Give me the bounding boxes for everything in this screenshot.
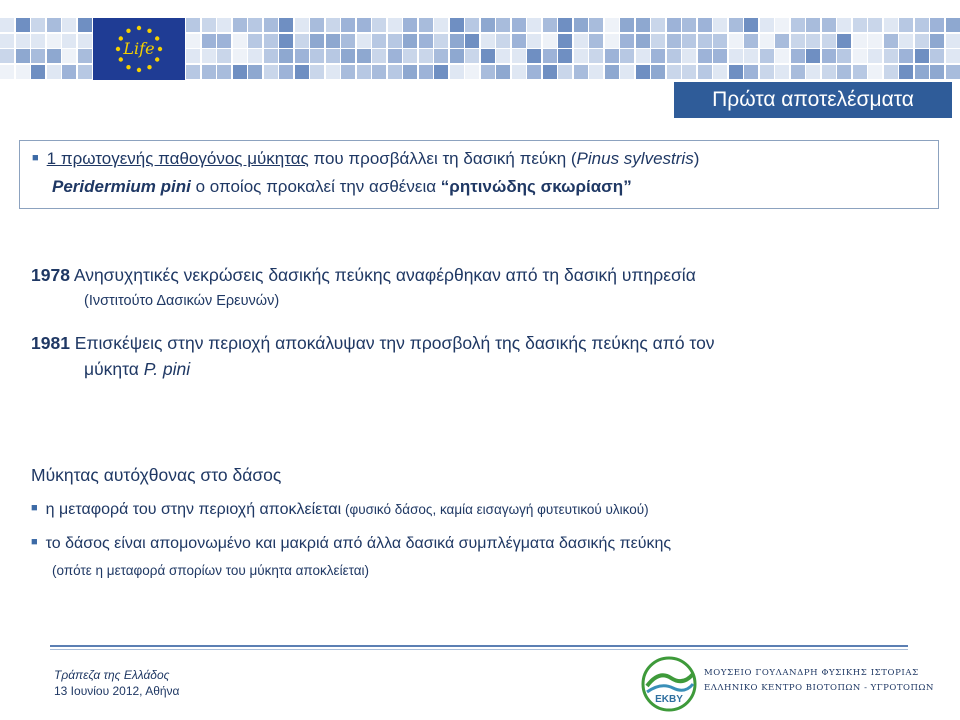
mosaic-tile — [527, 49, 541, 63]
eu-star-icon — [137, 68, 141, 72]
mosaic-tile — [744, 34, 758, 48]
mosaic-tile — [760, 49, 774, 63]
mosaic-tile — [698, 65, 712, 79]
mosaic-tile — [78, 49, 92, 63]
eu-star-icon — [126, 65, 130, 69]
mosaic-tile — [713, 34, 727, 48]
mosaic-tile — [326, 34, 340, 48]
intro-line-1: ■ 1 πρωτογενής παθογόνος μύκητας που προσβάλλει τη δασική πεύκη (Pinus sylvestris) — [32, 149, 700, 168]
mosaic-tile — [620, 18, 634, 32]
mosaic-tile — [481, 18, 495, 32]
mosaic-tile — [434, 18, 448, 32]
mosaic-tile — [806, 34, 820, 48]
mosaic-tile — [775, 49, 789, 63]
mosaic-tile — [217, 65, 231, 79]
mosaic-tile — [295, 34, 309, 48]
mosaic-tile — [605, 34, 619, 48]
mosaic-tile — [729, 18, 743, 32]
mosaic-tile — [558, 34, 572, 48]
mosaic-tile — [248, 18, 262, 32]
mosaic-tile — [853, 65, 867, 79]
mosaic-tile — [16, 18, 30, 32]
mosaic-tile — [248, 34, 262, 48]
mosaic-tile — [419, 65, 433, 79]
mosaic-tile — [202, 65, 216, 79]
mosaic-tile — [543, 65, 557, 79]
mosaic-tile — [930, 65, 944, 79]
mosaic-tile — [326, 49, 340, 63]
mosaic-tile — [0, 18, 14, 32]
mosaic-tile — [930, 49, 944, 63]
mosaic-tile — [791, 49, 805, 63]
mosaic-tile — [47, 65, 61, 79]
mosaic-tile — [915, 65, 929, 79]
mosaic-tile — [605, 49, 619, 63]
mosaic-tile — [388, 18, 402, 32]
mosaic-tile — [47, 18, 61, 32]
mosaic-tile — [915, 18, 929, 32]
fungus-bullet-2-note: (οπότε η μεταφορά σπορίων του μύκητα αποκλείεται) — [52, 563, 370, 578]
fungus-bullet-2: ■ το δάσος είναι απομονωμένο και μακριά από άλλα δασικά συμπλέγματα δασικής πεύκης — [31, 535, 672, 552]
mosaic-tile — [310, 49, 324, 63]
mosaic-tile — [915, 49, 929, 63]
mosaic-tile — [822, 65, 836, 79]
ekby-logo-text: EKBY — [655, 694, 683, 705]
mosaic-tile — [372, 34, 386, 48]
mosaic-tile — [403, 49, 417, 63]
mosaic-tile — [543, 34, 557, 48]
mosaic-tile — [589, 65, 603, 79]
mosaic-tile — [264, 65, 278, 79]
mosaic-tile — [946, 65, 960, 79]
mosaic-tile — [527, 18, 541, 32]
mosaic-tile — [295, 18, 309, 32]
mosaic-tile — [0, 49, 14, 63]
mosaic-tile — [217, 18, 231, 32]
mosaic-tile — [202, 34, 216, 48]
mosaic-tile — [310, 34, 324, 48]
mosaic-tile — [465, 49, 479, 63]
mosaic-tile — [698, 49, 712, 63]
mosaic-tile — [310, 18, 324, 32]
mosaic-tile — [434, 65, 448, 79]
mosaic-tile — [853, 49, 867, 63]
mosaic-tile — [682, 18, 696, 32]
mosaic-tile — [698, 34, 712, 48]
mosaic-tile — [357, 18, 371, 32]
eu-life-logo — [93, 18, 185, 80]
mosaic-tile — [186, 18, 200, 32]
mosaic-tile — [713, 49, 727, 63]
mosaic-tile — [450, 18, 464, 32]
mosaic-tile — [744, 65, 758, 79]
mosaic-tile — [589, 34, 603, 48]
pinus-name: Pinus sylvestris — [576, 149, 694, 168]
mosaic-tile — [217, 34, 231, 48]
mosaic-tile — [496, 65, 510, 79]
mosaic-tile — [527, 65, 541, 79]
mosaic-tile — [279, 65, 293, 79]
fungus-heading: Μύκητας αυτόχθονας στο δάσος — [31, 465, 282, 485]
mosaic-tile — [481, 49, 495, 63]
mosaic-tile — [496, 34, 510, 48]
mosaic-tile — [884, 49, 898, 63]
mosaic-tile — [682, 49, 696, 63]
footer-rule — [50, 645, 908, 647]
mosaic-tile — [667, 49, 681, 63]
mosaic-tile — [512, 65, 526, 79]
mosaic-tile — [62, 49, 76, 63]
mosaic-tile — [512, 49, 526, 63]
mosaic-tile — [853, 34, 867, 48]
mosaic-tile — [357, 49, 371, 63]
mosaic-tile — [465, 65, 479, 79]
mosaic-tile — [16, 34, 30, 48]
mosaic-tile — [775, 34, 789, 48]
mosaic-tile — [837, 65, 851, 79]
mosaic-tile — [558, 65, 572, 79]
ekby-logo-icon — [641, 656, 697, 712]
mosaic-tile — [775, 18, 789, 32]
mosaic-tile — [31, 65, 45, 79]
mosaic-tile — [0, 34, 14, 48]
mosaic-tile — [667, 34, 681, 48]
mosaic-tile — [419, 34, 433, 48]
mosaic-tile — [698, 18, 712, 32]
mosaic-tile — [667, 18, 681, 32]
eu-star-icon — [116, 47, 120, 51]
mosaic-tile — [822, 34, 836, 48]
eu-star-icon — [158, 47, 162, 51]
mosaic-tile — [837, 34, 851, 48]
mosaic-tile — [589, 18, 603, 32]
mosaic-tile — [31, 34, 45, 48]
mosaic-tile — [233, 34, 247, 48]
mosaic-tile — [62, 34, 76, 48]
mosaic-tile — [543, 49, 557, 63]
mosaic-tile — [620, 65, 634, 79]
mosaic-tile — [341, 34, 355, 48]
bullet-icon: ■ — [32, 152, 39, 164]
mosaic-tile — [78, 65, 92, 79]
mosaic-tile — [47, 34, 61, 48]
mosaic-tile — [558, 49, 572, 63]
intro-line-2: Peridermium pini ο οποίος προκαλεί την ασθένεια “ρητινώδης σκωρίαση” — [52, 177, 632, 196]
mosaic-tile — [264, 49, 278, 63]
mosaic-tile — [682, 65, 696, 79]
bullet-icon: ■ — [31, 536, 38, 548]
org-name-2: ΕΛΛΗΝΙΚΟ ΚΕΝΤΡΟ ΒΙΟΤΟΠΩΝ - ΥΓΡΟΤΟΠΩΝ — [704, 683, 934, 693]
mosaic-tile — [729, 65, 743, 79]
mosaic-tile — [760, 34, 774, 48]
mosaic-tile — [651, 18, 665, 32]
mosaic-tile — [620, 49, 634, 63]
mosaic-tile — [760, 65, 774, 79]
eu-star-icon — [155, 57, 159, 61]
mosaic-tile — [295, 65, 309, 79]
entry-1981: 1981 Επισκέψεις στην περιοχή αποκάλυψαν την προσβολή της δασικής πεύκης από τον — [31, 333, 715, 353]
mosaic-tile — [713, 65, 727, 79]
mosaic-tile — [651, 65, 665, 79]
mosaic-tile — [450, 34, 464, 48]
mosaic-tile — [574, 65, 588, 79]
mosaic-tile — [822, 18, 836, 32]
mosaic-tile — [853, 18, 867, 32]
peridermium-name: Peridermium pini — [52, 177, 191, 196]
mosaic-tile — [791, 34, 805, 48]
mosaic-tile — [47, 49, 61, 63]
footer-event: Τράπεζα της Ελλάδος — [54, 668, 170, 682]
mosaic-tile — [279, 18, 293, 32]
mosaic-tile — [186, 49, 200, 63]
mosaic-tile — [341, 18, 355, 32]
mosaic-tile — [403, 65, 417, 79]
mosaic-tile — [264, 18, 278, 32]
mosaic-tile — [434, 49, 448, 63]
entry-1978: 1978 Ανησυχητικές νεκρώσεις δασικής πεύκης αναφέρθηκαν από τη δασική υπηρεσία — [31, 265, 696, 285]
mosaic-tile — [775, 65, 789, 79]
mosaic-tile — [233, 65, 247, 79]
mosaic-tile — [574, 34, 588, 48]
mosaic-tile — [233, 18, 247, 32]
mosaic-tile — [186, 34, 200, 48]
eu-star-icon — [119, 57, 123, 61]
mosaic-tile — [62, 65, 76, 79]
mosaic-tile — [279, 34, 293, 48]
mosaic-tile — [326, 65, 340, 79]
mosaic-tile — [465, 34, 479, 48]
footer-date: 13 Ιουνίου 2012, Αθήνα — [54, 684, 180, 698]
mosaic-tile — [791, 65, 805, 79]
mosaic-tile — [837, 18, 851, 32]
mosaic-tile — [574, 18, 588, 32]
mosaic-tile — [279, 49, 293, 63]
mosaic-tile — [450, 49, 464, 63]
mosaic-tile — [806, 65, 820, 79]
mosaic-tile — [248, 49, 262, 63]
mosaic-tile — [512, 34, 526, 48]
mosaic-tile — [16, 49, 30, 63]
mosaic-tile — [264, 34, 278, 48]
mosaic-tile — [744, 49, 758, 63]
mosaic-tile — [496, 18, 510, 32]
entry-1978-note: (Ινστιτούτο Δασικών Ερευνών) — [84, 293, 280, 309]
mosaic-tile — [651, 34, 665, 48]
mosaic-tile — [558, 18, 572, 32]
mosaic-tile — [78, 34, 92, 48]
eu-star-icon — [126, 29, 130, 33]
mosaic-tile — [388, 49, 402, 63]
mosaic-tile — [837, 49, 851, 63]
mosaic-tile — [310, 65, 324, 79]
mosaic-tile — [884, 18, 898, 32]
mosaic-tile — [605, 65, 619, 79]
mosaic-tile — [357, 34, 371, 48]
mosaic-tile — [946, 34, 960, 48]
entry-1981-cont: μύκητα P. pini — [84, 359, 191, 379]
section-title: Πρώτα αποτελέσματα — [674, 82, 952, 118]
mosaic-tile — [806, 49, 820, 63]
mosaic-tile — [62, 18, 76, 32]
intro-box — [19, 140, 939, 209]
mosaic-tile — [372, 18, 386, 32]
mosaic-tile — [481, 34, 495, 48]
mosaic-tile — [884, 34, 898, 48]
mosaic-tile — [403, 34, 417, 48]
mosaic-tile — [434, 34, 448, 48]
mosaic-tile — [527, 34, 541, 48]
mosaic-tile — [512, 18, 526, 32]
mosaic-tile — [357, 65, 371, 79]
mosaic-tile — [930, 34, 944, 48]
mosaic-tile — [636, 18, 650, 32]
mosaic-tile — [481, 65, 495, 79]
mosaic-tile — [372, 49, 386, 63]
mosaic-tile — [868, 34, 882, 48]
mosaic-tile — [0, 65, 14, 79]
mosaic-tile — [822, 49, 836, 63]
mosaic-tile — [806, 18, 820, 32]
mosaic-tile — [388, 34, 402, 48]
mosaic-tile — [419, 18, 433, 32]
mosaic-tile — [667, 65, 681, 79]
pathogen-count: 1 πρωτογενής παθογόνος μύκητας — [46, 149, 309, 168]
mosaic-tile — [946, 49, 960, 63]
mosaic-tile — [450, 65, 464, 79]
eu-star-icon — [137, 26, 141, 30]
eu-star-icon — [155, 36, 159, 40]
mosaic-tile — [946, 18, 960, 32]
mosaic-tile — [388, 65, 402, 79]
mosaic-tile — [682, 34, 696, 48]
mosaic-tile — [326, 18, 340, 32]
mosaic-tile — [729, 34, 743, 48]
mosaic-tile — [868, 18, 882, 32]
mosaic-tile — [791, 18, 805, 32]
mosaic-tile — [620, 34, 634, 48]
mosaic-tile — [233, 49, 247, 63]
mosaic-tile — [78, 18, 92, 32]
mosaic-tile — [419, 49, 433, 63]
mosaic-tile — [202, 49, 216, 63]
mosaic-tile — [31, 18, 45, 32]
eu-star-icon — [147, 29, 151, 33]
mosaic-tile — [217, 49, 231, 63]
mosaic-tile — [899, 49, 913, 63]
mosaic-tile — [899, 18, 913, 32]
mosaic-tile — [636, 65, 650, 79]
footer-rule-thin — [50, 649, 908, 650]
bullet-icon: ■ — [31, 502, 38, 514]
mosaic-tile — [868, 49, 882, 63]
mosaic-tile — [16, 65, 30, 79]
mosaic-tile — [341, 49, 355, 63]
mosaic-tile — [295, 49, 309, 63]
mosaic-tile — [341, 65, 355, 79]
mosaic-tile — [31, 49, 45, 63]
mosaic-tile — [729, 49, 743, 63]
mosaic-tile — [496, 49, 510, 63]
mosaic-tile — [915, 34, 929, 48]
mosaic-tile — [713, 18, 727, 32]
mosaic-tile — [884, 65, 898, 79]
mosaic-tile — [202, 18, 216, 32]
mosaic-tile — [574, 49, 588, 63]
mosaic-tile — [868, 65, 882, 79]
mosaic-tile — [760, 18, 774, 32]
mosaic-tile — [651, 49, 665, 63]
mosaic-tile — [589, 49, 603, 63]
mosaic-tile — [465, 18, 479, 32]
mosaic-tile — [403, 18, 417, 32]
mosaic-tile — [186, 65, 200, 79]
mosaic-tile — [899, 65, 913, 79]
mosaic-tile — [744, 18, 758, 32]
disease-name: “ρητινώδης σκωρίαση” — [440, 177, 632, 196]
eu-star-icon — [119, 36, 123, 40]
mosaic-tile — [899, 34, 913, 48]
mosaic-tile — [636, 49, 650, 63]
mosaic-tile — [248, 65, 262, 79]
mosaic-tile — [930, 18, 944, 32]
eu-star-icon — [147, 65, 151, 69]
eu-stars-icon — [93, 18, 185, 80]
mosaic-tile — [543, 18, 557, 32]
mosaic-tile — [605, 18, 619, 32]
life-logo-text: Life — [123, 39, 155, 58]
mosaic-tile — [372, 65, 386, 79]
mosaic-tile — [636, 34, 650, 48]
fungus-bullet-1: ■ η μεταφορά του στην περιοχή αποκλείεται (φυσικό δάσος, καμία εισαγωγή φυτευτικού υλικού) — [31, 501, 649, 518]
org-name-1: ΜΟΥΣΕΙΟ ΓΟΥΛΑΝΔΡΗ ΦΥΣΙΚΗΣ ΙΣΤΟΡΙΑΣ — [704, 668, 919, 678]
